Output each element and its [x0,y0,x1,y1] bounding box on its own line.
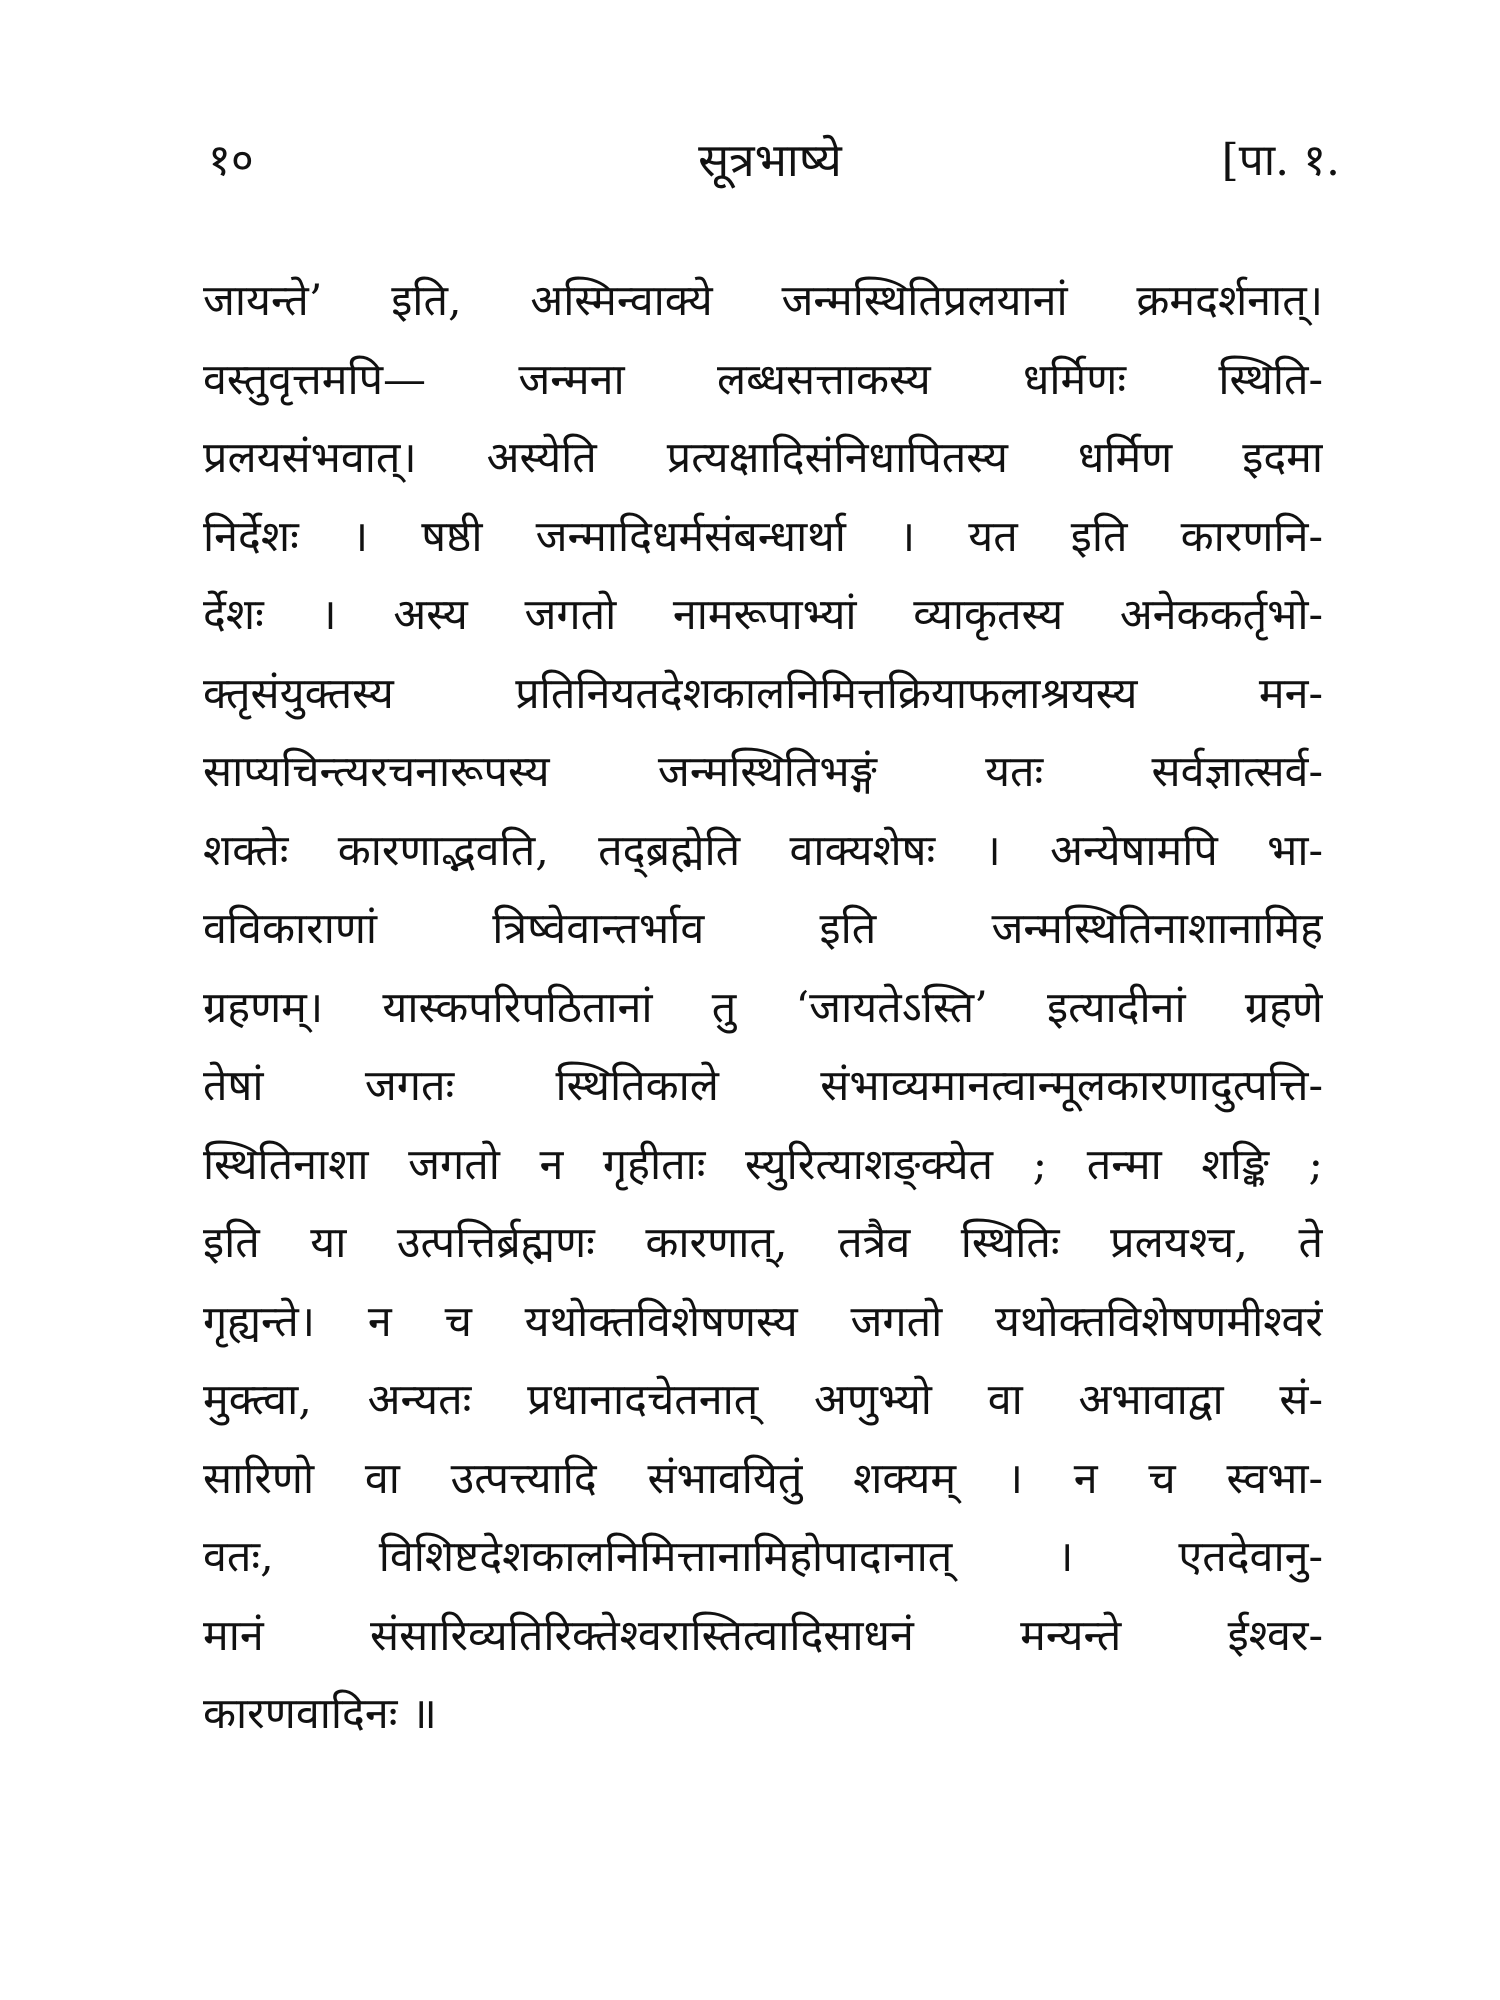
text-line: तेषां जगतः स्थितिकाले संभाव्यमानत्वान्मूलकारणादुत्पत्ति- [203,1061,1323,1111]
text-line: कारणवादिनः ॥ [203,1689,437,1739]
text-line: क्तृसंयुक्तस्य प्रतिनियतदेशकालनिमित्तक्रियाफलाश्रयस्य मन- [203,668,1323,719]
page-number: १० [208,135,254,186]
section-reference: [पा. १. [1221,135,1340,186]
text-line: निर्देशः । षष्ठी जन्मादिधर्मसंबन्धार्था । यत इति कारणनि- [203,511,1323,562]
text-line: मुक्त्वा, अन्यतः प्रधानादचेतनात् अणुभ्यो वा अभावाद्वा सं- [203,1375,1323,1425]
text-line: ग्रहणम्। यास्कपरिपठितानां तु ‘जायतेऽस्ति’ इत्यादीनां ग्रहणे [203,982,1323,1033]
page-header [200,128,1340,198]
body-text [203,262,1323,1754]
text-line: र्देशः । अस्य जगतो नामरूपाभ्यां व्याकृतस्य अनेककर्तृभो- [203,590,1323,640]
text-line: वस्तुवृत्तमपि— जन्मना लब्धसत्ताकस्य धर्मिणः स्थिति- [203,354,1323,405]
text-line: स्थितिनाशा जगतो न गृहीताः स्युरित्याशङ्क्येत ; तन्मा शङ्कि ; [203,1139,1323,1190]
text-line: वतः, विशिष्टदेशकालनिमित्तानामिहोपादानात् । एतदेवानु- [203,1532,1323,1582]
text-line: मानं संसारिव्यतिरिक्तेश्वरास्तित्वादिसाधनं मन्यन्ते ईश्वर- [203,1610,1323,1661]
text-line: गृह्यन्ते। न च यथोक्तविशेषणस्य जगतो यथोक्तविशेषणमीश्वरं [203,1296,1323,1347]
text-line: इति या उत्पत्तिर्ब्रह्मणः कारणात्, तत्रैव स्थितिः प्रलयश्च, ते [203,1218,1323,1268]
text-line: वविकाराणां त्रिष्वेवान्तर्भाव इति जन्मस्थितिनाशानामिह [203,904,1323,954]
text-line: प्रलयसंभवात्। अस्येति प्रत्यक्षादिसंनिधापितस्य धर्मिण इदमा [203,433,1323,483]
text-line: शक्तेः कारणाद्भवति, तद्ब्रह्मेति वाक्यशेषः । अन्येषामपि भा- [203,825,1323,876]
running-title: सूत्रभाष्ये [698,133,842,187]
text-line: जायन्ते’ इति, अस्मिन्वाक्ये जन्मस्थितिप्रलयानां क्रमदर्शनात्। [203,276,1323,326]
text-line: साप्यचिन्त्यरचनारूपस्य जन्मस्थितिभङ्गं यतः सर्वज्ञात्सर्व- [203,747,1323,797]
text-line: सारिणो वा उत्पत्त्यादि संभावयितुं शक्यम् । न च स्वभा- [203,1453,1323,1504]
